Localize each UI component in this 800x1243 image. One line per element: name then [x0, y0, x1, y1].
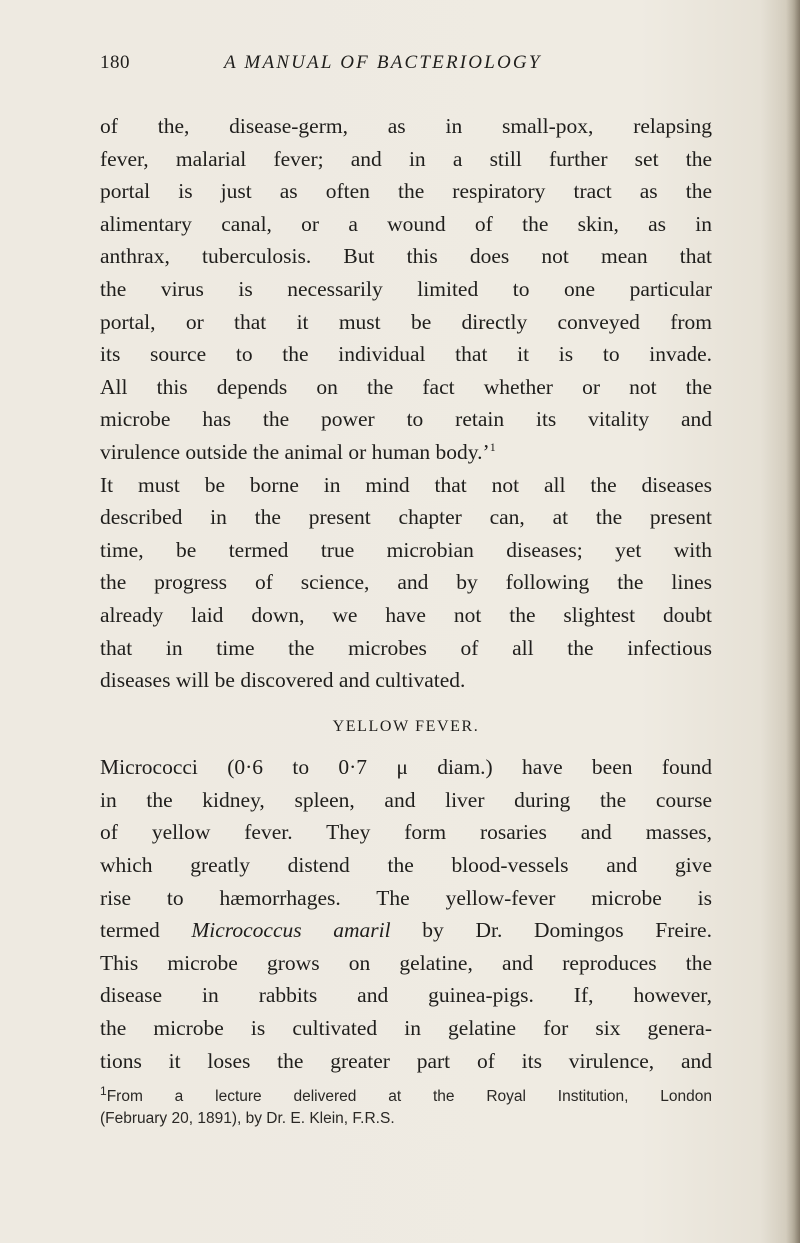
text-line: All this depends on the fact whether or not the	[100, 374, 712, 399]
text-line: of the, disease-germ, as in small-pox, relapsing	[100, 114, 712, 138]
text-line: This microbe grows on gelatine, and reproduces the	[100, 950, 712, 975]
running-title: A MANUAL OF BACTERIOLOGY	[224, 52, 542, 73]
page-number: 180	[100, 52, 130, 73]
termed-after: by Dr. Domingos Freire.	[390, 918, 712, 943]
text-line: diseases will be discovered and cultivated.	[100, 668, 466, 693]
text-line: alimentary canal, or a wound of the skin, as in	[100, 211, 712, 236]
text-line: which greatly distend the blood-vessels and give	[100, 853, 712, 878]
text-line-termed	[100, 914, 712, 947]
text-line: described in the present chapter can, at the present	[100, 505, 712, 530]
section-heading: YELLOW FEVER.	[332, 717, 480, 735]
text-line: disease in rabbits and guinea-pigs. If, however,	[100, 983, 712, 1008]
text-line: anthrax, tuberculosis. But this does not mean that	[100, 244, 712, 269]
text-line: Micrococci (0·6 to 0·7 μ diam.) have been found	[100, 755, 712, 780]
text-line: its source to the individual that it is to invade.	[100, 342, 712, 367]
text-line-with-footnote	[100, 436, 712, 469]
text-line: the virus is necessarily limited to one particular	[100, 276, 712, 301]
text-line: of yellow fever. They form rosaries and masses,	[100, 820, 712, 845]
text-line: in the kidney, spleen, and liver during the course	[100, 787, 712, 812]
page-edge-shadow	[786, 0, 800, 1243]
text-line: time, be termed true microbian diseases; yet with	[100, 537, 712, 562]
text-line: portal is just as often the respiratory tract as the	[100, 179, 712, 204]
text-line: microbe has the power to retain its vitality and	[100, 407, 712, 432]
footnote-line: (February 20, 1891), by Dr. E. Klein, F.R.S.	[100, 1110, 395, 1127]
footnote	[100, 1083, 712, 1130]
text-line: tions it loses the greater part of its virulence, and	[100, 1048, 712, 1073]
footnote-marker: 1	[489, 439, 496, 454]
text-line: that in time the microbes of all the infectious	[100, 635, 712, 660]
text-line: the microbe is cultivated in gelatine for six genera-	[100, 1016, 712, 1041]
text-line: fever, malarial fever; and in a still further set the	[100, 146, 712, 171]
text-line: portal, or that it must be directly conveyed from	[100, 309, 712, 334]
body-text	[100, 110, 712, 1077]
footnote-line: $^1$From a lecture delivered at the Royal Institution, London	[100, 1083, 712, 1105]
text-line: rise to hæmorrhages. The yellow-fever microbe is	[100, 885, 712, 910]
text-line: the progress of science, and by following the lines	[100, 570, 712, 595]
text-line: already laid down, we have not the slightest doubt	[100, 602, 712, 627]
text-line: virulence outside the animal or human body.’	[100, 439, 490, 464]
page-header	[100, 52, 740, 82]
species-name: Micrococcus amaril	[191, 918, 391, 943]
text-line: It must be borne in mind that not all the diseases	[100, 472, 712, 497]
footnote-number: 1	[100, 1083, 107, 1098]
termed-before: termed	[100, 918, 192, 943]
